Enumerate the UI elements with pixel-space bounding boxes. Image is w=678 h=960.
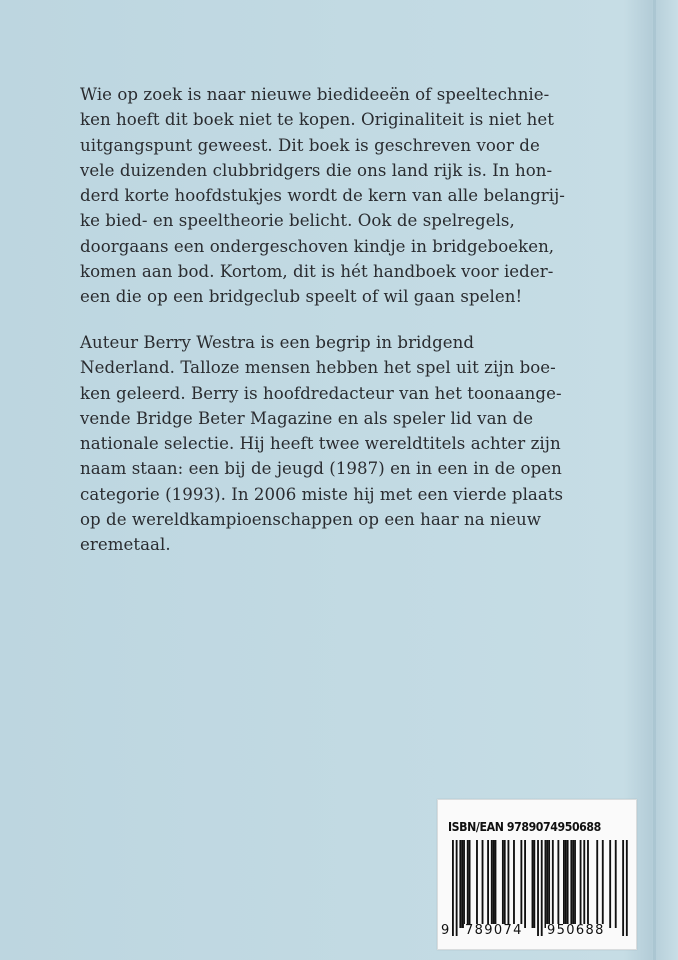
barcode-bar	[508, 840, 510, 928]
barcode-bar	[565, 840, 567, 928]
barcode-bar	[572, 840, 574, 928]
text-line: ken hoeft dit boek niet te kopen. Originaliteit is niet het	[80, 110, 554, 130]
barcode-bar	[461, 840, 463, 928]
barcode-bar	[557, 840, 559, 928]
barcode-bar	[456, 840, 458, 936]
barcode-bar	[459, 840, 461, 928]
barcode-digits-left: 789074	[465, 923, 523, 938]
cover-edge	[653, 0, 656, 960]
text-line: doorgaans een ondergeschoven kindje in bridgeboeken,	[80, 236, 555, 256]
text-line: ke bied- en speeltheorie belicht. Ook de spelregels,	[80, 211, 515, 231]
barcode-bar	[493, 840, 495, 928]
barcode-digits-right: 950688	[547, 923, 605, 938]
barcode-bar	[541, 840, 543, 936]
text-line: Auteur Berry Westra is een begrip in bridgend	[80, 333, 475, 352]
barcode-bar	[574, 840, 576, 928]
barcode-digit-first: 9	[441, 923, 450, 938]
text-line: komen aan bod. Kortom, dit is hét handboek voor ieder-	[80, 262, 554, 282]
barcode-bar	[545, 840, 547, 928]
text-line: Nederland. Talloze mensen hebben het spel uit zijn boe-	[80, 358, 556, 378]
barcode-bar	[548, 840, 550, 928]
text-line: op de wereldkampioenschappen op een haar na nieuw	[80, 510, 542, 530]
barcode-bar	[609, 840, 611, 928]
text-line: uitgangspunt geweest. Dit boek is geschreven voor de	[80, 135, 540, 155]
barcode-bar	[467, 840, 469, 928]
barcode-bar	[520, 840, 522, 928]
isbn-label: ISBN/EAN 9789074950688	[448, 820, 601, 834]
barcode-bar	[532, 840, 534, 928]
barcode-bar	[602, 840, 604, 928]
text-line: naam staan: een bij de jeugd (1987) en in een in de open	[80, 459, 562, 479]
text-line: eremetaal.	[80, 535, 171, 555]
text-line: een die op een bridgeclub speelt of wil gaan spelen!	[80, 287, 523, 307]
barcode-bar	[452, 840, 454, 936]
barcode-bar	[476, 840, 478, 928]
barcode-bar	[563, 840, 565, 928]
barcode-bar	[546, 840, 548, 928]
barcode-bar	[487, 840, 489, 928]
barcode-bar	[495, 840, 497, 928]
text-line: categorie (1993). In 2006 miste hij met een vierde plaats	[80, 484, 564, 504]
text-line: vele duizenden clubbridgers die ons land rijk is. In hon-	[80, 160, 553, 180]
barcode-bar	[567, 840, 569, 928]
barcode-bar	[537, 840, 539, 936]
text-line: ken geleerd. Berry is hoofdredacteur van het toonaange-	[80, 383, 562, 403]
barcode-bar	[552, 840, 554, 928]
text-line: vende Bridge Beter Magazine en als speler lid van de	[80, 408, 534, 428]
barcode-bar	[583, 840, 585, 928]
barcode-bar	[469, 840, 471, 928]
barcode-bar	[596, 840, 598, 928]
barcode-bar	[626, 840, 628, 936]
barcode-bar	[513, 840, 515, 928]
barcode-bar	[524, 840, 526, 928]
barcode-bar	[580, 840, 582, 928]
barcode-bar	[533, 840, 535, 928]
barcode-bar	[504, 840, 506, 928]
barcode-bar	[502, 840, 504, 928]
barcode-bar	[570, 840, 572, 928]
text-line: derd korte hoofdstukjes wordt de kern van alle belangrij-	[80, 186, 565, 206]
barcode-sticker	[437, 799, 637, 950]
text-line: nationale selectie. Hij heeft twee wereldtitels achter zijn	[80, 434, 561, 454]
barcode-bar	[482, 840, 484, 928]
text-line: Wie op zoek is naar nieuwe biedideeën of speeltechnie-	[80, 85, 550, 104]
blurb-paragraph-2	[80, 330, 620, 558]
barcode-bar	[622, 840, 624, 936]
barcode-bar	[491, 840, 493, 928]
barcode-bar	[615, 840, 617, 928]
barcode-bar	[587, 840, 589, 928]
barcode-bar	[463, 840, 465, 928]
blurb-paragraph-1	[80, 82, 620, 310]
